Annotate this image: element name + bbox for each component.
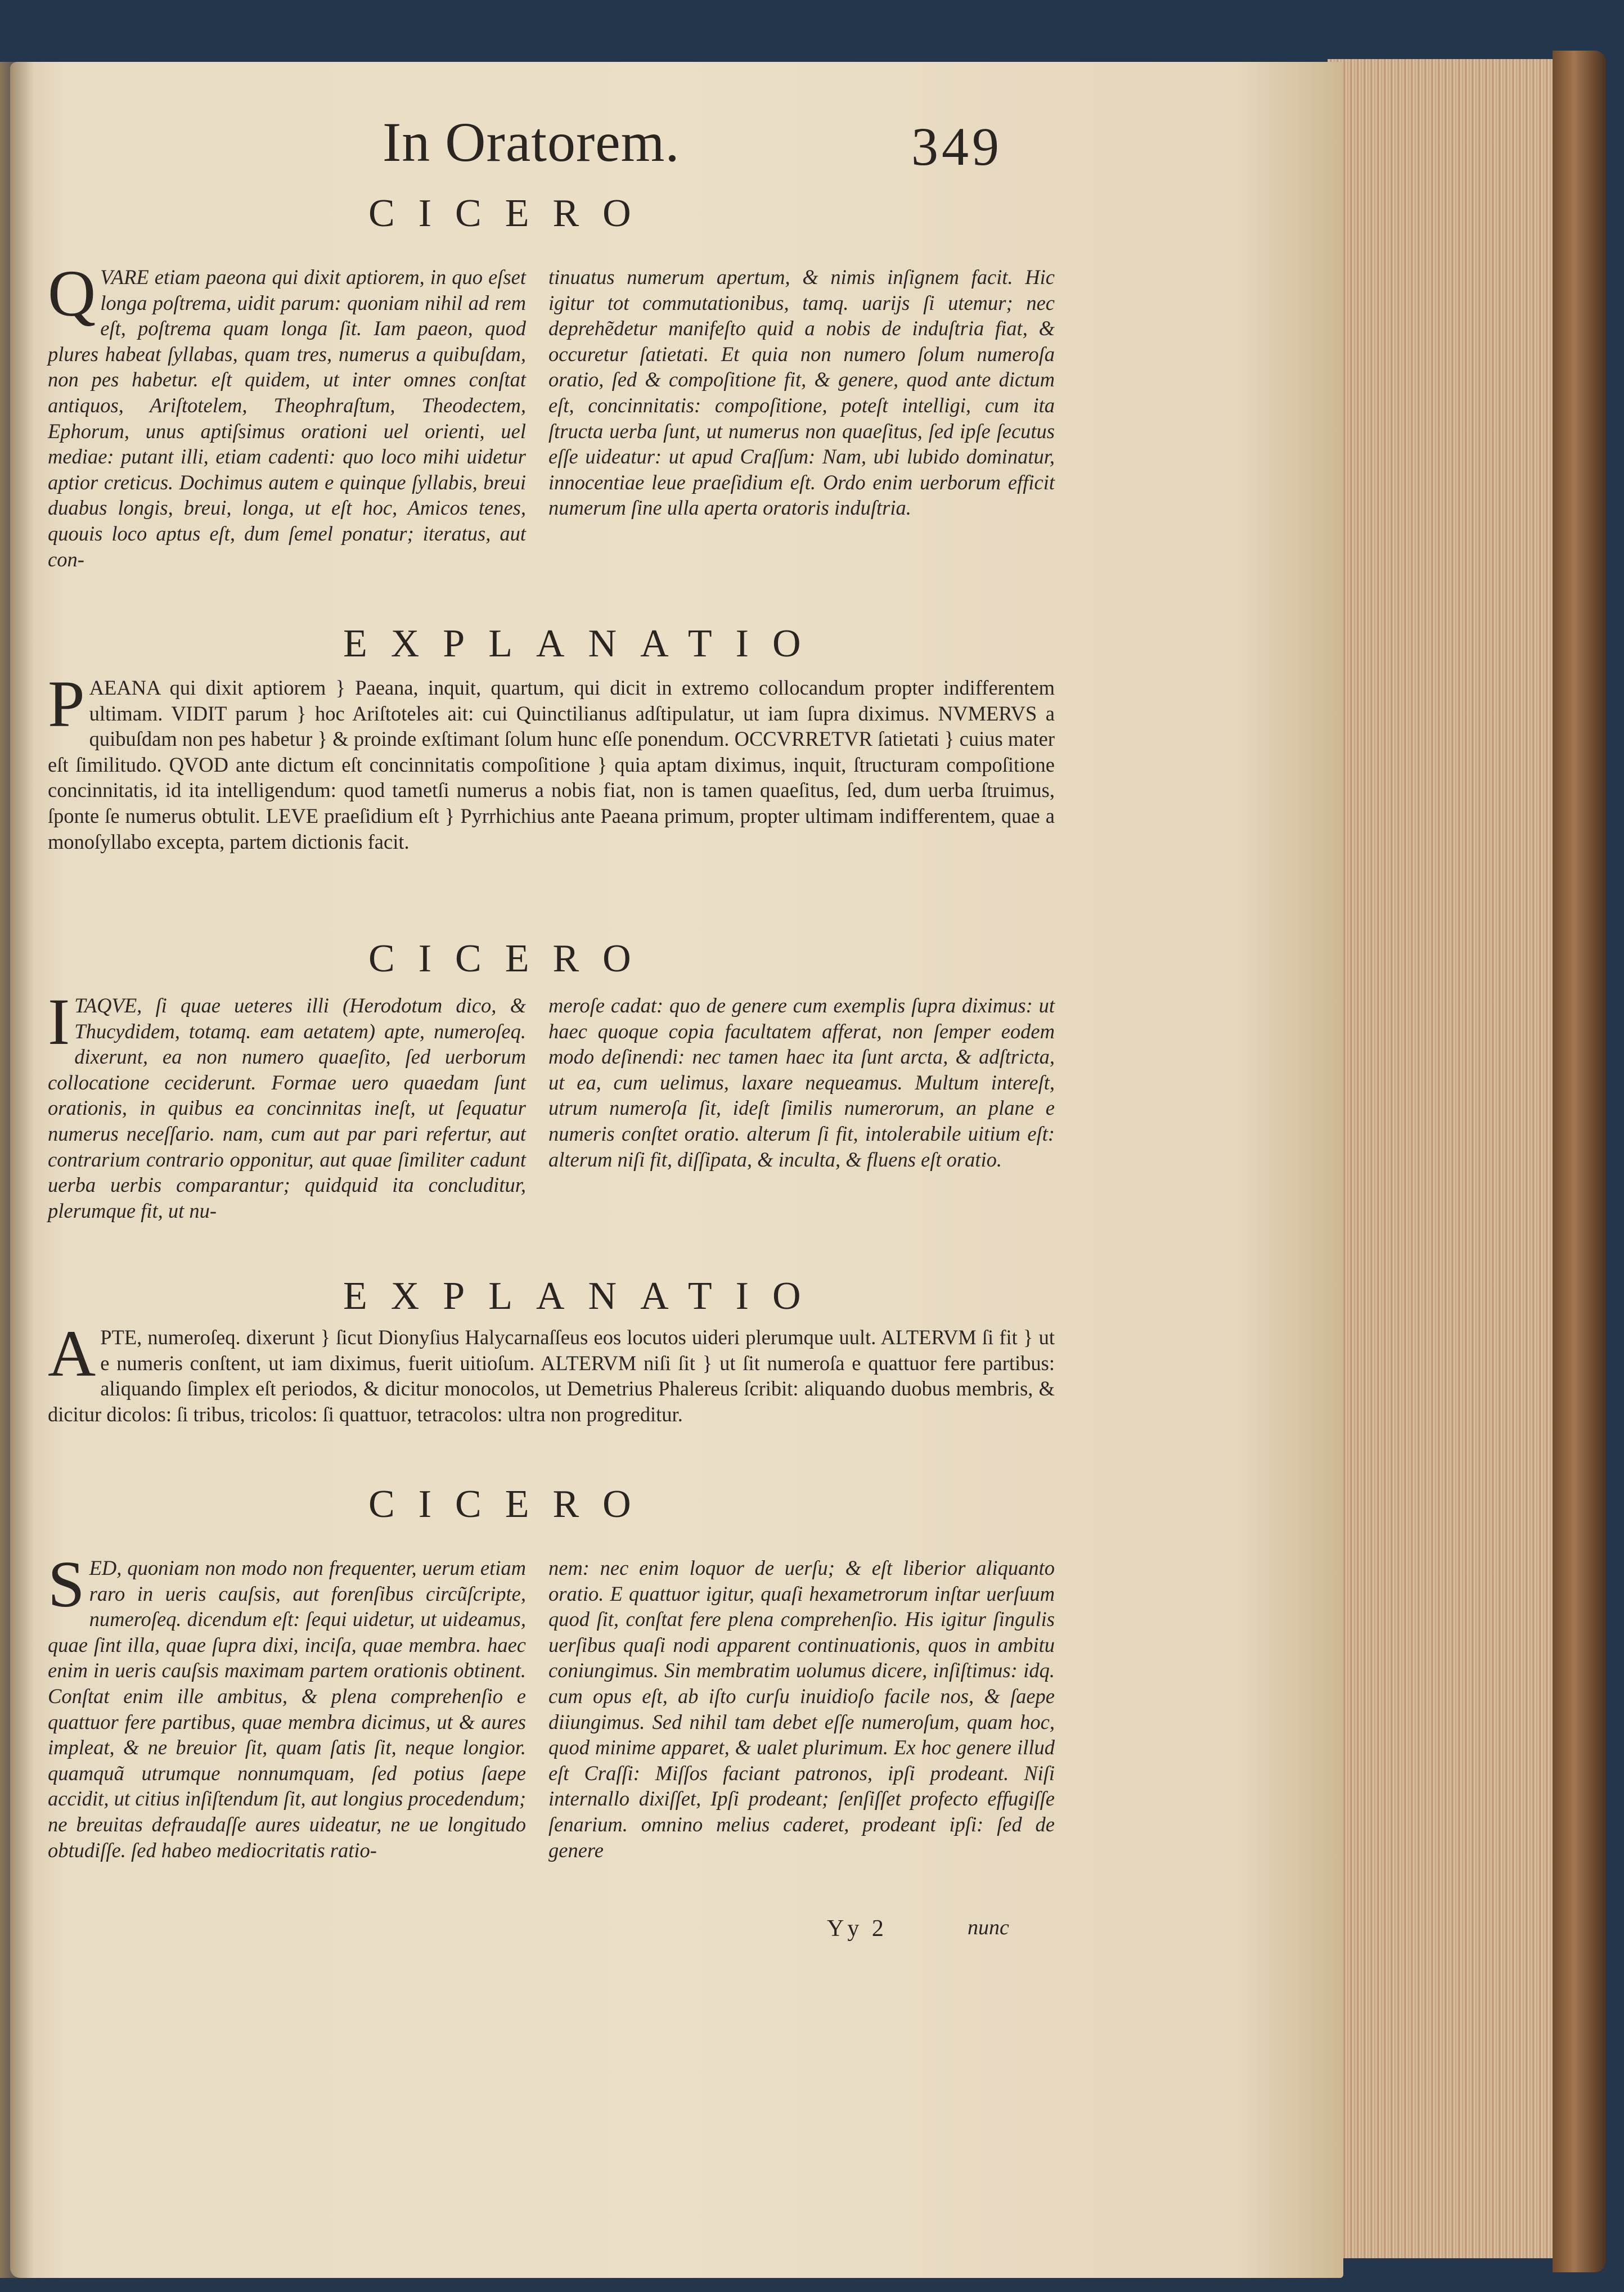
section-heading: EXPLANATIO (343, 622, 825, 665)
signature-mark: Yy 2 (827, 1916, 887, 1942)
text-column-left (48, 985, 526, 1223)
column-text: ED, quoniam non modo non frequenter, uerum etiam raro in ueris cauſsis, aut forenſibus circũſcripte, numeroſeq. dicendum eſt: ſequi uidetur, ut uideamus, quae ſint illa, quae ſupra dixi, inciſa, quae membra. haec enim in ueris cauſsis maximam partem orationis obtinent. Conſtat enim ille ambitus, & plena comprehenſio e quattuor fere partibus, quae membra dicimus, ut & aures impleat, & ne breuior ſit, quam ſatis ſit, neque longior. quamquã utrumque nonnumquam, ſed potius ſaepe accidit, ut citius inſiſtendum ſit, aut longius procedendum; ne breuitas defraudaſſe aures uideatur, ne ue longitudo obtudiſſe. ſed habeo mediocritatis ratio- (48, 1556, 526, 1862)
text-column-right: meroſe cadat: quo de genere cum exemplis ſupra diximus: ut haec quoque copia facultatem afferat, non ſemper eodem modo deſinendi: nec tamen haec ita ſunt arcta, & adſtricta, ut ea, cum uelimus, laxare nequeamus. Multum intereſt, utrum numeroſa ſit, ideſt ſimilis numerorum, an plane e numeris conſtet oratio. alterum ſi fit, intolerabile uitium eſt: alterum niſi fit, diſſipata, & inculta, & fluens eſt oratio. (548, 994, 1055, 1171)
explanatio-text (48, 667, 1055, 854)
page-number: 349 (911, 116, 1002, 177)
page-edges (1328, 59, 1575, 2258)
section-heading: CICERO (368, 937, 655, 980)
section-heading: CICERO (368, 192, 655, 235)
text-column-left (48, 1547, 526, 1863)
running-head: In Oratorem. (383, 111, 680, 173)
column-text: VARE etiam paeona qui dixit aptiorem, in quo eſset longa poſtrema, uidit parum: quoniam nihil ad rem eſt, poſtrema quam longa ſit. Iam paeon, quod plures habeat ſyllabas, quam tres, numerus a quibuſdam, non pes habetur. eſt quidem, ut inter omnes conſtat antiquos, Ariſtotelem, Theophraſtum, Theodectem, Ephorum, unus aptiſsimus orationi uel orienti, uel mediae: putant illi, etiam cadenti: quo loco mihi uidetur aptior creticus. Dochimus autem e quinque ſyllabis, breui duabus longis, breui, longa, ut eſt hoc, Amicos tenes, quouis loco aptus eſt, dum ſemel ponatur; iteratus, aut con- (48, 265, 526, 571)
text-column-right: tinuatus numerum apertum, & nimis inſignem facit. Hic igitur tot commutationibus, tamq. uarijs ſi utemur; nec deprehẽdetur manifeſto quid a nobis de induſtria fiat, & occuretur ſatietati. Et quia non numero ſolum numeroſa oratio, ſed & compoſitione fit, & genere, quod ante dictum eſt, concinnitatis: compoſitione, poteſt intelligi, cum ita ſtructa uerba ſunt, ut numerus non quaeſitus, ſed ipſe ſecutus eſſe uideatur: ut apud Craſſum: Nam, ubi lubido dominatur, innocentiae leue praeſidium eſt. Ordo enim uerborum efficit numerum ſine ulla aperta oratoris induſtria. (548, 265, 1055, 520)
drop-cap: I (48, 985, 70, 1059)
paragraph-text: PTE, numeroſeq. dixerunt } ſicut Dionyſius Halycarnaſſeus eos locutos uideri plerumque uult. ALTERVM ſi fit } ut e numeris conſtent, ut iam diximus, fuerit uitioſum. ALTERVM niſi ſit } ut ſit numeroſa e quattuor fere partibus: aliquando ſimplex eſt periodos, & dicitur monocolos, ut Demetrius Phalereus ſcribit: aliquando duobus membris, & dicitur dicolos: ſi tribus, tricolos: ſi quattuor, tetracolos: ultra non progreditur. (48, 1326, 1055, 1426)
text-column-right: nem: nec enim loquor de uerſu; & eſt liberior aliquanto oratio. E quattuor igitur, quaſi hexametrorum inſtar uerſuum quod ſit, conſtat fere plena comprehenſio. His igitur ſingulis uerſibus quaſi nodi apparent continuationis, quos in ambitu coniungimus. Sin membratim uolumus dicere, inſiſtimus: idq. cum opus eſt, ab iſto curſu inuidioſo facile nos, & ſaepe diiungimus. Sed nihil tam debet eſſe numeroſum, quam hoc, quod minime apparet, & ualet plurimum. Ex hoc genere illud eſt Craſſi: Miſſos faciant patronos, ipſi prodeant. Niſi internallo dixiſſet, Ipſi prodeant; ſenſiſſet profecto effugiſſe ſenarium. omnino melius caderet, prodeant ipſi: ſed de genere (548, 1556, 1055, 1862)
page-gutter-shadow (0, 62, 34, 2278)
text-column-left (48, 256, 526, 572)
drop-cap: P (48, 667, 85, 741)
paragraph-text: AEANA qui dixit aptiorem } Paeana, inquit, quartum, qui dicit in extremo collocandum propter indifferentem ultimam. VIDIT parum } hoc Ariſtoteles ait: cui Quinctilianus adſtipulatur, ut iam ſupra diximus. NVMERVS a quibuſdam non pes habetur } & proinde exſtimant ſolum hunc eſſe ponendum. OCCVRRETVR ſatietati } cuius mater eſt ſimilitudo. QVOD ante dictum eſt concinnitatis compoſitione } quia aptam diximus, inquit, ſtructuram compoſitione concinnitatis, id ita intelligendum: quod tametſi numerus a nobis fiat, non is tamen quaeſitus, ſed, dum uerba ſtruimus, ſponte ſe numerus obtulit. LEVE praeſidium eſt } Pyrrhichius ante Paeana primum, propter ultimam indifferentem, quae a monoſyllabo excepta, partem dictionis facit. (48, 676, 1055, 853)
book-cover-edge (1553, 51, 1606, 2272)
section-heading: EXPLANATIO (343, 1275, 825, 1318)
catchword: nunc (968, 1916, 1009, 1939)
explanatio-text (48, 1317, 1055, 1427)
section-heading: CICERO (368, 1483, 655, 1526)
drop-cap: Q (48, 256, 96, 330)
column-text: TAQVE, ſi quae ueteres illi (Herodotum dico, & Thucydidem, totamq. eam aetatem) apte, numeroſeq. dixerunt, ea non numero quaeſito, ſed uerborum collocatione ceciderunt. Formae uero quaedam ſunt orationis, in quibus ea concinnitas ineſt, ut ſequatur numerus neceſſario. nam, cum aut par pari refertur, aut contrarium contrario opponitur, aut quae ſimiliter cadunt uerba uerbis comparantur; quidquid ita concluditur, plerumque fit, ut nu- (48, 994, 526, 1222)
drop-cap: S (48, 1547, 85, 1621)
drop-cap: A (48, 1317, 96, 1390)
